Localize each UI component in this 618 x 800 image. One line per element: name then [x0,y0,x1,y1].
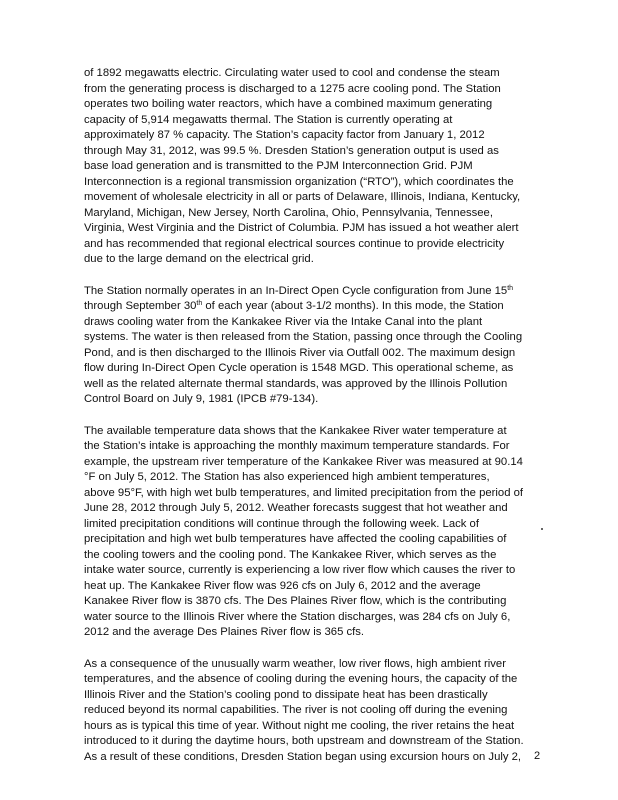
text-run: the cooling towers and the cooling pond. The Kankakee River, which serves as the [84,548,497,561]
text-run: the Station’s intake is approaching the monthly maximum temperature standards. For [84,440,510,452]
text-run: Interconnection is a regional transmission organization (“RTO”), which coordinates the [84,175,514,188]
text-run: systems. The water is then released from the Station, passing once through the Cooling [84,331,523,343]
text-line [84,610,554,626]
text-run: As a result of these conditions, Dresden Station began using excursion hours on July 2, [84,750,522,763]
text-run: example, the upstream river temperature of the Kankakee River was measured at 90.14 [84,455,523,468]
text-line [84,82,554,98]
text-run: water source to the Illinois River where the Station discharges, was 284 cfs on July 6, [84,610,511,623]
paragraph [84,424,554,641]
text-line [84,315,554,331]
text-line [84,657,554,673]
text-line [84,299,554,315]
text-line [84,439,554,455]
text-line [84,206,554,222]
text-line [84,159,554,175]
text-run: and has recommended that regional electrical sources continue to provide electricity [84,237,505,250]
text-line [84,175,554,191]
text-run: well as the related alternate thermal standards, was approved by the Illinois Pollution [84,377,508,390]
ordinal-superscript: th [507,284,514,292]
text-run: intake water source, currently is experiencing a low river flow which causes the river to [84,564,516,576]
text-line [84,625,554,641]
text-line [84,113,554,129]
scan-speck [541,528,543,530]
text-run: heat up. The Kankakee River flow was 926 cfs on July 6, 2012 and the average [84,579,481,592]
text-run: of each year (about 3-1/2 months). In this mode, the Station [202,300,504,312]
text-run: Maryland, Michigan, New Jersey, North Carolina, Ohio, Pennsylvania, Tennessee, [84,206,493,219]
text-line [84,594,554,610]
text-line [84,548,554,564]
text-line [84,455,554,471]
text-run: Illinois River and the Station’s cooling pond to dissipate heat has been drastically [84,688,488,701]
text-line [84,688,554,704]
text-run: 2012 and the average Des Plaines River flow is 365 cfs. [84,626,365,638]
text-run: Pond, and is then discharged to the Illinois River via Outfall 002. The maximum design [84,346,516,359]
text-run: capacity of 5,914 megawatts thermal. The Station is currently operating at [84,113,453,126]
text-run: hours as is typical this time of year. Without night me cooling, the river retains the heat [84,719,515,732]
text-run: movement of wholesale electricity in all or parts of Delaware, Illinois, Indiana, Kentucky, [84,191,521,203]
text-line [84,252,554,268]
text-line [84,128,554,144]
text-line [84,377,554,393]
text-run: base load generation and is transmitted to the PJM Interconnection Grid. PJM [84,160,473,172]
text-run: through September 30 [84,300,197,312]
text-run: above 95°F, with high wet bulb temperatures, and limited precipitation from the period of [84,486,524,499]
text-line [84,703,554,719]
text-line [84,672,554,688]
text-run: approximately 87 % capacity. The Station’s capacity factor from January 1, 2012 [84,129,485,141]
text-run: of 1892 megawatts electric. Circulating water used to cool and condense the steam [84,67,500,79]
text-line [84,486,554,502]
text-line [84,750,554,766]
text-line [84,284,554,300]
text-run: limited precipitation conditions will continue through the following week. Lack of [84,517,479,530]
text-run: operates two boiling water reactors, which have a combined maximum generating [84,98,493,110]
text-line [84,346,554,362]
text-run: flow during In-Direct Open Cycle operation is 1548 MGD. This operational scheme, as [84,362,514,374]
text-line [84,470,554,486]
text-run: The available temperature data shows that the Kankakee River water temperature at [84,424,507,437]
text-line [84,237,554,253]
text-run: June 28, 2012 through July 5, 2012. Weather forecasts suggest that hot weather and [84,502,508,514]
page-number: 2 [534,750,541,762]
text-line [84,330,554,346]
text-line [84,144,554,160]
text-run: precipitation and high wet bulb temperatures have affected the cooling capabilities of [84,533,507,545]
text-line [84,517,554,533]
text-line [84,579,554,595]
text-run: Control Board on July 9, 1981 (IPCB #79-134). [84,393,319,405]
text-line [84,97,554,113]
text-line [84,424,554,440]
paragraph [84,657,554,766]
text-run: °F on July 5, 2012. The Station has also experienced high ambient temperatures, [84,471,490,483]
text-line [84,361,554,377]
text-run: from the generating process is discharged to a 1275 acre cooling pond. The Station [84,82,501,95]
text-run: draws cooling water from the Kankakee River via the Intake Canal into the plant [84,315,483,328]
text-run: The Station normally operates in an In-Direct Open Cycle configuration from June 15 [84,284,508,297]
text-line [84,563,554,579]
text-line [84,392,554,408]
text-run: reduced beyond its normal capabilities. The river is not cooling off during the evening [84,704,508,716]
ordinal-superscript: th [196,300,203,307]
text-run: temperatures, and the absence of cooling during the evening hours, the capacity of the [84,673,518,685]
text-run: introduced to it during the daytime hours, both upstream and downstream of the Station. [84,735,524,747]
text-run: Virginia, West Virginia and the District of Columbia. PJM has issued a hot weather alert [84,222,519,234]
text-run: As a consequence of the unusually warm weather, low river flows, high ambient river [84,657,506,670]
text-run: Kanakee River flow is 3870 cfs. The Des Plaines River flow, which is the contributing [84,595,507,607]
text-line [84,66,554,82]
text-line [84,190,554,206]
text-line [84,532,554,548]
document-body [84,66,554,781]
text-run: due to the large demand on the electrical grid. [84,253,314,265]
text-line [84,221,554,237]
paragraph [84,284,554,408]
text-line [84,719,554,735]
text-line [84,734,554,750]
text-run: through May 31, 2012, was 99.5 %. Dresden Station’s generation output is used as [84,144,499,157]
text-line [84,501,554,517]
paragraph [84,66,554,268]
